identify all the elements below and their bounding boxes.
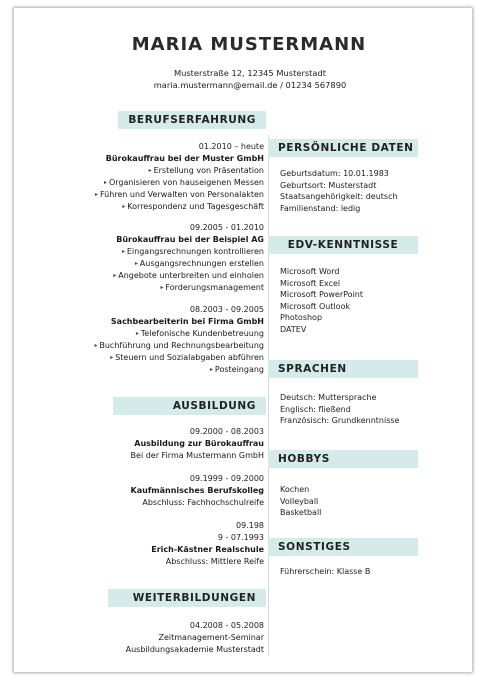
- training-entry: [126, 620, 264, 656]
- hobbies-list: [280, 484, 321, 519]
- personal-data-line: Familienstand: ledig: [280, 203, 361, 213]
- section-persoenliche-daten: PERSÖNLICHE DATEN: [268, 139, 418, 157]
- job-task: ▸ Forderungsmanagement: [113, 282, 264, 294]
- job-task: ▸ Buchführung und Rechnungsbearbeitung: [94, 340, 264, 352]
- section-berufserfahrung: BERUFSERFAHRUNG: [118, 111, 266, 129]
- misc-line: Führerschein: Klasse B: [280, 567, 371, 576]
- job-task: ▸ Steuern und Sozialabgaben abführen: [94, 352, 264, 364]
- education-entry: [151, 520, 264, 568]
- education-date: 09.198: [236, 521, 264, 530]
- job-task: ▸ Führen und Verwalten von Personalakten: [95, 189, 264, 201]
- it-skill: Microsoft PowerPoint: [280, 290, 363, 300]
- job-date: 09.2005 - 01.2010: [189, 223, 264, 232]
- job-entry: [95, 141, 264, 213]
- misc-list: [280, 566, 370, 578]
- language-line: Englisch: fließend: [280, 404, 351, 414]
- job-title: Sachbearbeiterin bei Firma GmbH: [110, 317, 264, 326]
- job-task: ▸ Erstellung von Präsentation: [95, 165, 264, 177]
- training-detail: Ausbildungsakademie Musterstadt: [125, 645, 264, 654]
- job-task: ▸ Ausgangsrechnungen erstellen: [113, 258, 264, 270]
- job-title: Bürokauffrau bei der Muster GmbH: [105, 154, 264, 163]
- job-task: ▸ Eingangsrechnungen kontrollieren: [113, 246, 264, 258]
- section-sprachen: SPRACHEN: [268, 360, 418, 378]
- it-skill: Microsoft Word: [280, 267, 340, 276]
- training-date: 04.2008 - 05.2008: [189, 621, 264, 630]
- personal-data-line: Geburtsort: Musterstadt: [280, 180, 377, 190]
- applicant-name: MARIA MUSTERMANN: [131, 34, 367, 55]
- language-line: Deutsch: Muttersprache: [280, 393, 377, 402]
- education-detail: Abschluss: Fachhochschulreife: [142, 498, 264, 507]
- job-task: ▸ Angebote unterbreiten und einholen: [113, 270, 264, 282]
- it-skill: Microsoft Excel: [280, 278, 341, 288]
- education-date: 09.2000 - 08.2003: [189, 427, 264, 436]
- job-task: ▸ Korrespondenz und Tagesgeschäft: [95, 201, 264, 213]
- it-skill: Photoshop: [280, 313, 323, 323]
- job-date: 08.2003 - 09.2005: [189, 305, 264, 314]
- education-entry: [131, 473, 264, 509]
- hobby-line: Volleyball: [280, 496, 319, 506]
- job-title: Bürokauffrau bei der Beispiel AG: [116, 235, 264, 244]
- column-divider: [268, 135, 269, 655]
- education-date: 09.1999 - 09.2000: [189, 474, 264, 483]
- contact-line: maria.mustermann@email.de / 01234 567890: [153, 80, 347, 90]
- section-ausbildung: AUSBILDUNG: [113, 397, 266, 415]
- section-edv-kenntnisse: EDV-KENNTNISSE: [268, 236, 418, 254]
- it-skills-list: [280, 266, 363, 336]
- section-sonstiges: SONSTIGES: [268, 538, 418, 556]
- job-date: 01.2010 – heute: [198, 142, 264, 151]
- address-line: Musterstraße 12, 12345 Musterstadt: [173, 68, 327, 78]
- job-entry: [94, 304, 264, 376]
- personal-data-line: Staatsangehörigkeit: deutsch: [280, 192, 398, 202]
- it-skill: DATEV: [280, 324, 307, 334]
- language-line: Französisch: Grundkenntnisse: [280, 416, 400, 426]
- education-title: Erich-Kästner Realschule: [151, 545, 264, 554]
- education-title: Ausbildung zur Bürokauffrau: [134, 439, 264, 448]
- job-entry: [113, 222, 264, 294]
- education-entry: [131, 426, 264, 462]
- training-title: Zeitmanagement-Seminar: [158, 633, 264, 642]
- personal-data-list: [280, 168, 398, 214]
- hobby-line: Basketball: [280, 508, 322, 518]
- hobby-line: Kochen: [280, 485, 310, 494]
- education-title: Kaufmännisches Berufskolleg: [130, 486, 264, 495]
- languages-list: [280, 392, 399, 427]
- it-skill: Microsoft Outlook: [280, 301, 351, 311]
- education-detail: Bei der Firma Mustermann GmbH: [130, 451, 264, 460]
- job-task: ▸ Telefonische Kundenbetreuung: [94, 328, 264, 340]
- personal-data-line: Geburtsdatum: 10.01.1983: [280, 169, 389, 178]
- section-weiterbildungen: WEITERBILDUNGEN: [108, 589, 266, 607]
- education-detail: Abschluss: Mittlere Reife: [165, 557, 264, 566]
- job-task: ▸ Posteingang: [94, 364, 264, 376]
- job-task: ▸ Organisieren von hauseigenen Messen: [95, 177, 264, 189]
- section-hobbys: HOBBYS: [268, 450, 418, 468]
- education-date-continued: 9 - 07.1993: [217, 533, 264, 542]
